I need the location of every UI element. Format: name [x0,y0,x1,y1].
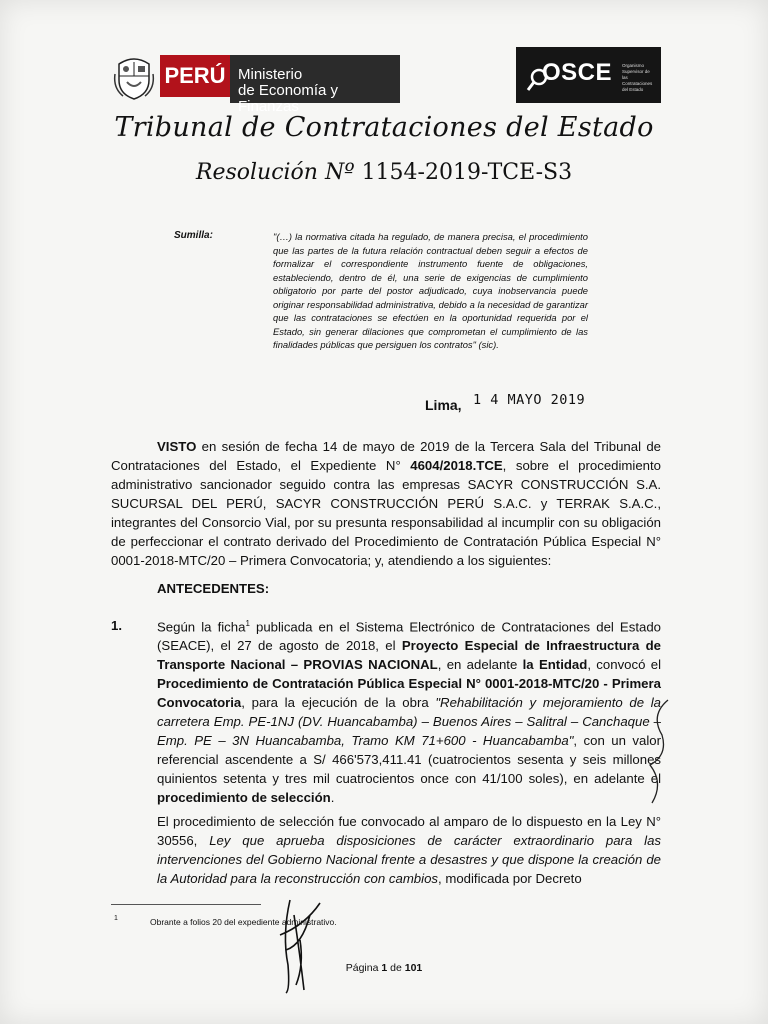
peru-coat-of-arms-icon [113,54,155,100]
sumilla-label: Sumilla: [174,230,213,241]
continuation-text: , modificada por Decreto [438,871,582,886]
resolution-number [0,160,768,185]
signature [260,895,340,995]
law-title: Ley que aprueba disposiciones de carácter extraordinario para las intervenciones del Gobierno Nacional frente a desastres y que dispone la creación de la Autoridad para la reconstrucción con cambios [157,833,661,886]
work-title: "Rehabilitación y mejoramiento de la carretera Emp. PE-1NJ (DV. Huancabamba) – Buenos Aires – Salitral – Canchaque – Emp. PE – 3N Huancabamba, Tramo KM 71+600 - Huancabamba" [157,695,661,749]
footnote-number: 1 [114,915,118,922]
item-1-text: Según la ficha [157,619,246,635]
pagination [0,962,768,974]
tribunal-title: Tribunal de Contrataciones del Estado [114,112,654,143]
visto-paragraph [111,437,661,570]
osce-logo [516,47,661,103]
peru-logo: PERÚ [160,55,230,97]
item-number: 1. [111,618,122,633]
item-1-text: , con un valor referencial ascendente a S/ 466'573,411.41 (cuatrocientos sesenta y seis millones quinientos setenta y tres mil cuatrocientos once con 41/100 soles), en adelante el [157,733,662,787]
procedure-name: Procedimiento de Contratación Pública Especial N° 0001-2018-MTC/20 - Primera Convocatoria [157,676,661,711]
antecedentes-heading: ANTECEDENTES: [157,581,270,596]
ministry-line-1: Ministerio [238,66,303,83]
current-page: 1 [381,962,388,974]
item-1-text: , para la ejecución de la obra [241,695,436,711]
item-1-text: . [330,790,335,806]
handwritten-marks [590,695,670,805]
expediente-number: 4604/2018.TCE [410,458,503,473]
visto-text-1: en sesión de fecha 14 de mayo de 2019 de la Tercera Sala del Tribunal de Contrataciones del Estado, el Expediente N° [111,439,661,473]
place: Lima, [425,397,462,413]
page-label: Página [345,962,379,974]
footnote-text: Obrante a folios 20 del expediente administrativo. [150,917,337,927]
footnote-ref: 1 [245,619,250,628]
entity-alias: la Entidad [522,657,588,673]
page-of: de [390,962,402,974]
footnote-rule [111,904,261,905]
item-1-text: , en adelante [437,657,523,673]
total-pages: 101 [404,962,423,974]
item-1-continuation [157,812,661,888]
visto-lead: VISTO [157,439,197,454]
ministry-line-2: de Economía y Finanzas [238,82,339,115]
item-1-text: , convocó el [587,657,662,673]
date-stamp: 1 4 MAYO 2019 [473,392,586,408]
resolution-code: 1154-2019-TCE-S3 [361,160,573,185]
sumilla-text: "(…) la normativa citada ha regulado, de manera precisa, el procedimiento que las partes de la futura relación contractual deben seguir a efectos de formalizar el correspondiente instrumento fuente de obligaciones, estableciendo, dentro de él, una serie de exigencias de cumplimiento obligatorio por parte del postor adjudicado, cuya inobservancia puede originar responsabilidad administrativa, debido a la necesidad de garantizar que las contrataciones se efectúen en la oportunidad requerida por el Estado, sin generar dilaciones que comprometan el cumplimiento de las finalidades públicas que persiguen los contratos" (sic). [273,231,588,350]
item-1-text: publicada en el Sistema Electrónico de Contrataciones del Estado (SEACE), el 27 de agosto de 2018, el [157,619,661,654]
item-1-paragraph [157,614,661,807]
continuation-text: El procedimiento de selección fue convocado al amparo de lo dispuesto en la Ley N° 30556, [157,814,661,848]
osce-tagline: Organismo Supervisor de las Contrataciones del Estado [622,63,653,92]
procedure-alias: procedimiento de selección [157,790,331,806]
osce-wordmark: OSCE [542,59,613,86]
visto-text-2: , sobre el procedimiento administrativo sancionador seguido contra las empresas SACYR CONSTRUCCIÓN S.A. SUCURSAL DEL PERÚ, SACYR CONSTRUCCIÓN PERÚ S.A.C. y TERRAK S.A.C., integrantes del Consorcio Vial, por su presunta responsabilidad al incumplir con su obligación de perfeccionar el contrato derivado del Procedimiento de Contratación Pública Especial N° 0001-2018-MTC/20 – Primera Convocatoria; y, atendiendo a los siguientes: [111,458,661,568]
resolution-prefix: Resolución Nº [195,160,355,185]
entity-name: Proyecto Especial de Infraestructura de Transporte Nacional – PROVIAS NACIONAL [157,638,661,673]
ministry-logo [230,55,400,115]
